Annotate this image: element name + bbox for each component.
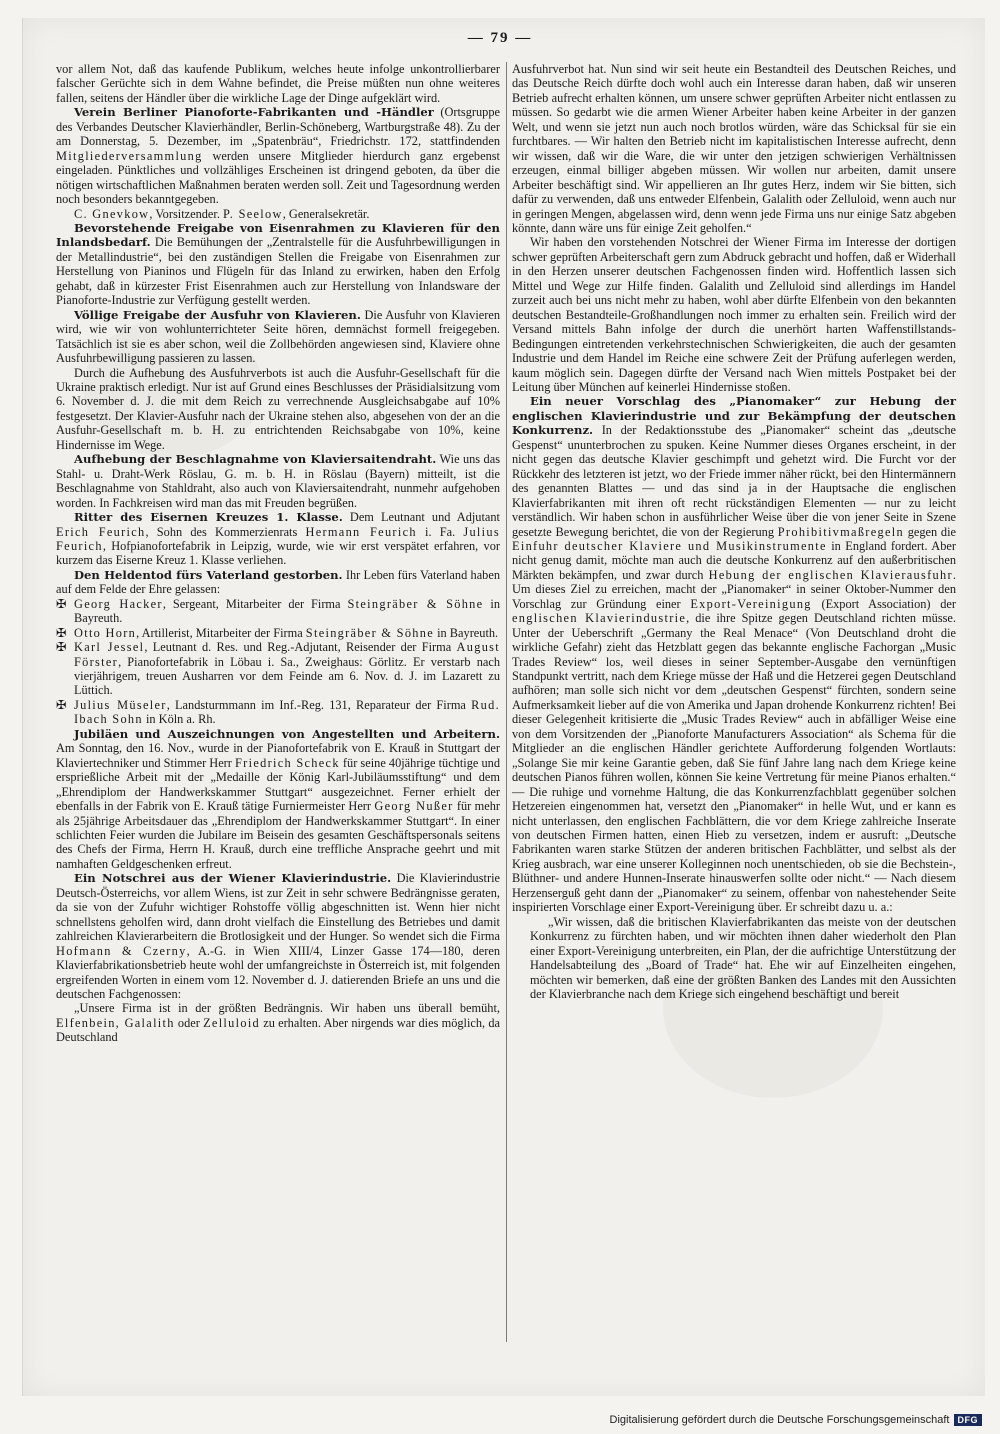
article-paragraph [56, 62, 500, 105]
obituary-entry [56, 640, 500, 698]
footer [610, 1414, 982, 1426]
article-paragraph [56, 510, 500, 568]
spaced-name: englischen Klavierindustrie [512, 611, 687, 626]
article-paragraph [56, 727, 500, 872]
spaced-name: Zelluloid [203, 1015, 261, 1030]
body-text: Ihr Leben fürs Vaterland haben auf dem Felde der Ehre gelassen: [56, 567, 500, 597]
article-paragraph [56, 366, 500, 453]
spaced-name: Elfenbein, Galalith [56, 1015, 175, 1030]
spaced-name: Georg Nußer [374, 799, 454, 814]
body-text: , Vorsitzender. [149, 206, 224, 221]
article-heading: Völlige Freigabe der Ausfuhr von Klavieren. [74, 307, 361, 322]
body-text: in Bayreuth. [434, 625, 499, 640]
body-text: , Hofpianofortefabrik in Leipzig, wurde, wie wir erst verspätet erfahren, vor kurzem das Eiserne Kreuz 1. Klasse verliehen. [56, 538, 500, 568]
iron-cross-icon: ✠ [56, 625, 67, 640]
article-paragraph [56, 207, 500, 221]
body-text: „Wir wissen, daß die britischen Klavierfabrikanten das meiste von der deutschen Konkurrenz zu fürchten haben, und wir möchten ihnen daher wiederholt den Plan einer Export-Vereinigung unterbreiten, ein Plan, der die aufrichtige Unterstützung der Handelsabteilung des „Board of Trade“ hat. Ehe wir auf Einzelheiten eingehen, möchten wir bemerken, daß eine der größten Banken des Landes mit den Aussichten der Klavierbranche nach dem Kriege sich eingehend beschäftigt und bereit [530, 914, 956, 1001]
body-text: In der Redaktionsstube des „Pianomaker“ scheint das „deutsche Gespenst“ ununterbrochen zu spuken. Keine Nummer dieses Organes erscheint, in der nicht gegen das deutsche Klavier geschimpft und gehetzt wird. Die Furcht vor der Rückkehr des letzteren ist jetzt, wo der Friede immer näher rückt, bei den Hintermännern des genannten Blattes — und das sind ja in der Hauptsache die englischen Klavierfabrikanten mit ihren oft recht rückständigen Elementen — nur zu leicht verständlich. Wir haben schon in ausführlicher Weise über die von jener Seite in Szene gesetzte Bewegung berichtet, die von der Regierung [512, 423, 956, 539]
iron-cross-icon: ✠ [56, 640, 67, 655]
article-heading: Ein Notschrei aus der Wiener Klavierindustrie. [74, 871, 392, 886]
spaced-name: Georg Hacker [74, 596, 163, 611]
article-paragraph [56, 452, 500, 510]
article-paragraph [56, 308, 500, 366]
spaced-name: Export-Vereinigung [690, 596, 812, 611]
spaced-name: August Förster [74, 640, 500, 669]
spaced-name: Otto Horn [74, 625, 137, 640]
spaced-name: Mitgliederversammlung [56, 148, 203, 163]
spaced-name: Friedrich Scheck [235, 755, 340, 770]
body-text: Durch die Aufhebung des Ausfuhrverbots ist auch die Ausfuhr-Gesellschaft für die Ukraine praktisch erledigt. Nur ist auf Grund eines Beschlusses der Präsidialsitzung vom 6. November d. J. die mit dem Reich zu verrechnende Ausgleichsabgabe auf 10% festgesetzt. Der Klavier-Ausfuhr nach der Ukraine stehen also, abgesehen von der an die Ausfuhr-Gesellschaft m. b. H. zu entrichtenden Reichsabgabe von 10%, keine Hindernisse im Wege. [56, 365, 500, 452]
spaced-name: Julius Feurich [56, 524, 500, 553]
body-text: Die Bemühungen der „Zentralstelle für die Ausfuhrbewilligungen in der Metallindustrie“, bei den zuständigen Stellen die Freigabe von Eisenrahmen zur Herstellung von Pianinos und Flügeln für das Inland zu erwirken, haben den Erfolg gehabt, daß in kürzester Frist Eisenrahmen auch zur Herstellung von Inlandsware der Pianoforte-Industrie zur Verfügung gestellt werden. [56, 235, 500, 308]
article-heading: Bevorstehende Freigabe von Eisenrahmen zu Klavieren für den Inlandsbedarf. [56, 220, 500, 250]
body-text: , Generalsekretär. [282, 206, 370, 221]
left-column [56, 62, 500, 1045]
article-paragraph [512, 62, 956, 235]
obituary-entry [56, 626, 500, 640]
article-heading: Ritter des Eisernen Kreuzes 1. Klasse. [74, 510, 343, 525]
body-text: Wir haben den vorstehenden Notschrei der Wiener Firma im Interesse der dortigen schwer geprüften Arbeiterschaft gern zum Abdruck gebracht und hoffen, daß er Widerhall in den Herzen unserer deutschen Fachgenossen finden wird. Hoffentlich lassen sich Mittel und Wege zur Hilfe finden. Galalith und Zelluloid sind allerdings im Handel zurzeit auch bei uns nicht mehr zu haben, wohl aber dürfte Elfenbein von den bekannten deutschen Bestandteile-Großhandlungen noch immer zu erhalten sein. Freilich wird der Versand mittels Bahn infolge der durch die unerhört harten Waffenstillstands-Bedingungen eintretenden verkehrstechnischen Schwierigkeiten, die auch der gesamten Industrie und dem Handel im Reiche eine schwere Zeit der Prüfung auferlegen werden, kaum möglich sein. Dagegen dürfte der Versand nach Wien mittels Postpaket bei der Leitung über München auf keinerlei Hindernisse stoßen. [512, 235, 956, 394]
article-heading: Den Heldentod fürs Vaterland gestorben. [74, 567, 343, 582]
body-text: für seine 40jährige tüchtige und ersprießliche Arbeit mit der „Medaille der König Karl-Jubiläumsstiftung“ und dem „Ehrendiplom der Handwerkskammer Stuttgart“ ausgezeichnet. Ferner erhielt der ebenfalls in der Fabrik von E. Krauß tätige Furniermeister Herr [56, 755, 501, 814]
spaced-name: Hofmann & Czerny [56, 943, 187, 958]
spaced-name: Rud. Ibach Sohn [74, 697, 501, 727]
article-paragraph [512, 394, 956, 914]
body-text: gegen die [903, 524, 956, 539]
body-text: , Leutnant d. Res. und Reg.-Adjutant, Reisender der Firma [144, 640, 457, 655]
body-text: , Sohn des Kommerzienrats [145, 524, 306, 539]
obituary-entry [56, 698, 500, 727]
iron-cross-icon: ✠ [56, 596, 67, 611]
body-text: . Um dieses Ziel zu erreichen, macht der „Pianomaker“ in seiner Oktober-Nummer den Vorschlag zur Gründung einer [512, 567, 956, 611]
obituary-entry [56, 597, 500, 626]
article-heading: Ein neuer Vorschlag des „Pianomaker“ zur Hebung der englischen Klavierindustrie und zur Bekämpfung der deutschen Konkurrenz. [512, 394, 956, 438]
right-column [512, 62, 956, 1001]
footer-text: Digitalisierung gefördert durch die Deutsche Forschungsgemeinschaft [609, 1414, 950, 1426]
spaced-name: Erich Feurich [56, 524, 146, 539]
dfg-logo: DFG [954, 1414, 983, 1426]
body-text: in England fordert. Aber nicht genug damit, möchte man auch die deutsche Konkurrenz auf den außerbritischen Märkten bekämpfen, und zwar durch [512, 538, 956, 582]
article-paragraph [56, 1001, 500, 1044]
body-text: Dem Leutnant und Adjutant [342, 510, 500, 525]
spaced-name: Karl Jessel [74, 640, 145, 655]
body-text: , Landsturmmann im Inf.-Reg. 131, Reparateur der Firma [166, 697, 472, 712]
article-paragraph [56, 871, 500, 1001]
article-heading: Verein Berliner Pianoforte-Fabrikanten und -Händler [74, 105, 434, 120]
article-paragraph [56, 221, 500, 308]
body-text: vor allem Not, daß das kaufende Publikum, welches heute infolge unkontrollierbarer falscher Gerüchte sich in dem Wahne befindet, die Preise müßten nun ohne weiteres fallen, seitens der Händler über die wirkliche Lage der Dinge aufgeklärt wird. [56, 62, 500, 105]
spaced-name: Steingräber & Söhne [347, 596, 484, 611]
body-text: , Pianofortefabrik in Löbau i. Sa., Zweighaus: Görlitz. Er verstarb nach vierjährigem, treuen Ausharren vor dem Feinde am 6. Nov. d. J. im Lazarett zu Lüttich. [74, 654, 500, 698]
article-paragraph [56, 568, 500, 597]
body-text: Am Sonntag, den 16. Nov., wurde in der Pianofortefabrik von E. Krauß in Stuttgart der Klaviertechniker und Stimmer Herr [56, 741, 500, 770]
spaced-name: Hebung der englischen Klavierausfuhr [708, 567, 953, 582]
article-paragraph [512, 235, 956, 394]
spaced-name: Steingräber & Söhne [305, 625, 435, 640]
body-text: Die Ausfuhr von Klavieren wird, wie wir von wohlunterrichteter Seite hören, demnächst formell freigegeben. Tatsächlich ist sie es aber schon, weil die Zollbehörden angewiesen sind, Klaviere ohne Ausfuhrbewilligung passieren zu lassen. [56, 307, 500, 366]
spaced-name: Einfuhr deutscher Klaviere und Musikinstrumente [512, 538, 827, 553]
body-text: Wie uns das Stahl- u. Draht-Werk Röslau, G. m. b. H. in Röslau (Bayern) mitteilt, ist die Beschlagnahme von Stahldraht, also auch von Klaviersaitendraht, nunmehr aufgehoben worden. In Fachkreisen wird man das mit Freuden begrüßen. [56, 452, 500, 510]
page-number: — 79 — [467, 30, 533, 46]
body-text: für mehr als 25jährige Arbeitsdauer das „Ehrendiplom der Handwerkskammer Stuttgart“. In einer schlichten Feier wurden die Jubilare im Beisein des gesamten Geschäftspersonals seitens des Chefs der Firma, Herrn H. Krauß, durch eine treffliche Ansprache geehrt und mit namhaften Geldgeschenken erfreut. [56, 799, 500, 871]
body-text: (Ortsgruppe des Verbandes Deutscher Klavierhändler, Berlin-Schöneberg, Wartburgstraße 48). Zu der am Donnerstag, 5. Dezember, im „Spatenbräu“, Friedrichstr. 172, stattfindenden [56, 105, 500, 149]
iron-cross-icon: ✠ [56, 697, 67, 712]
body-text: in Köln a. Rh. [142, 712, 216, 727]
body-text: oder [174, 1015, 204, 1030]
body-text: zu erhalten. Aber nirgends war dies möglich, da Deutschland [56, 1015, 500, 1045]
article-heading: Jubiläen und Auszeichnungen von Angestellten und Arbeitern. [74, 726, 500, 741]
body-text: , A.-G. in Wien XIII/4, Linzer Gasse 174—180, deren Klavierfabrikationsbetrieb heute wohl der umfangreichste in Österreich ist, mit folgenden ergreifenden Worten in einem vom 12. November d. J. datierenden Briefe an uns und die deutschen Fachgenossen: [56, 943, 500, 1001]
body-text: , Artillerist, Mitarbeiter der Firma [136, 625, 306, 640]
spaced-name: Prohibitivmaßregeln [777, 524, 904, 539]
article-paragraph [512, 915, 956, 1002]
body-text: Die Klavierindustrie Deutsch-Österreichs, vor allem Wiens, ist zur Zeit in sehr schwere Bedrängnisse geraten, da sie von der Zufuhr wichtiger Rohstoffe völlig abgeschnitten ist. Wenn hier nicht schnellstens geholfen wird, dann droht vielfach die Einstellung des Betriebes und damit zahlreichen Klavierarbeitern die Brotlosigkeit und der Hunger. So wendet sich die Firma [56, 871, 500, 944]
body-text: in Bayreuth. [74, 596, 500, 626]
body-text: „Unsere Firma ist in der größten Bedrängnis. Wir haben uns überall bemüht, [74, 1001, 500, 1016]
spaced-name: C. Gnevkow [74, 206, 150, 221]
spaced-name: Julius Müseler [74, 697, 167, 712]
body-text: (Export Association) der [811, 596, 956, 611]
body-text: i. Fa. [416, 524, 464, 539]
column-divider [506, 62, 507, 1342]
article-heading: Aufhebung der Beschlagnahme von Klaviersaitendraht. [74, 452, 437, 467]
spaced-name: P. Seelow [223, 206, 283, 221]
body-text: Ausfuhrverbot hat. Nun sind wir seit heute ein Bestandteil des Deutschen Reiches, und das Deutsche Reich dürfte doch wohl auch ein Interesse daran haben, daß wir unseren Betrieb aufrecht erhalten können, um unsere schwer geprüften Arbeiter nicht entlassen zu müssen. So gedarbt wie die armen Wiener Arbeiter haben keine Arbeiter in der ganzen Welt, und wenn sie jetzt nun auch noch brotlos würden, wäre das Schicksal für sie ein furchtbares. — Wir halten den Betrieb nicht im kapitalistischen Interesse aufrecht, denn wir wissen, daß wir die Ware, die wir unter den jetzigen schwierigen Verhältnissen erzeugen, einmal billiger abgeben müssen. Wir wollen nur arbeiten, damit unsere Arbeiter beschäftigt sind. Wir appellieren an Ihr gutes Herz, indem wir Sie bitten, sich dafür zu verwenden, daß uns entweder Elfenbein, Galalith oder Zelluloid, wenn auch nur in geringen Mengen, abgelassen wird, denn wenn jede Firma uns nur einige Satz abgeben könnte, dann wäre uns für einige Zeit geholfen.“ [512, 62, 956, 235]
body-text: , die ihre Spitze gegen Deutschland richten müsse. Unter der Ueberschrift „Germany the Real Menace“ (Von Deutschland droht die wirkliche Gefahr) zieht das Hetzblatt gegen das bekannte englische Fachorgan „Music Trades Review“ los, weil dieses in seiner September-Ausgabe den vernünftigen Standpunkt vertritt, nach dem Kriege müsse der Haß und die Hetzerei gegen Deutschland aufhören; man solle sich nicht vor dem „deutschen Gespenst“ fürchten, sondern seine Aufmerksamkeit lieber auf die von Amerika und Japan drohende Konkurrenz richten! Bei dieser Gelegenheit kritisierte die „Music Trades Review“ auch in abfälliger Weise eine von dem Vorsitzenden der „Pianoforte Manufacturers Association“ als Schema für die Mitglieder an die englischen Händler gerichtete Aufforderung folgenden Wortlauts: „Solange Sie mir keine Garantie geben, daß Sie fünf Jahre lang nach dem Kriege keine deutschen Pianos führen wollen, können Sie keine Vertretung für meine Pianos erhalten.“ — Die ruhige und vornehme Haltung, die das Konkurrenzfachblatt gegenüber solchen Hetzereien eingenommen hat, versetzt den „Pianomaker“ in helle Wut, und er kann es nicht unterlassen, den englischen Fachblättern, die vor dem Kriege zahlreiche Inserate von deutschen Firmen hatten, einen Hieb zu versetzen, indem er ausruft: „Deutsche Fabrikanten waren starke Stützen der anderen britischen Fachblätter, und selbst als der Krieg ausbrach, war eine unserer Kolleginnen noch unentschieden, ob sie die Bechstein-, Blüthner- und andere Hunnen-Inserate hinauswerfen sollte oder nicht.“ — Nach diesem Herzenserguß geht dann der „Pianomaker“ zu seinem, offenbar von nahestehender Seite inspirierten Vorschlage einer Export-Vereinigung über. Er schreibt dazu u. a.: [512, 611, 957, 915]
spaced-name: Hermann Feurich [305, 524, 417, 539]
body-text: , Sergeant, Mitarbeiter der Firma [162, 596, 348, 611]
article-paragraph [56, 105, 500, 206]
body-text: werden unsere Mitglieder hierdurch ganz ergebenst eingeladen. Pünktliches und vollzähliges Erscheinen ist dringend geboten, da über die nötigen wirtschaftlichen Maßnahmen beraten werden soll. Zeit und Tagesordnung werden noch besonders bekanntgegeben. [56, 148, 500, 207]
